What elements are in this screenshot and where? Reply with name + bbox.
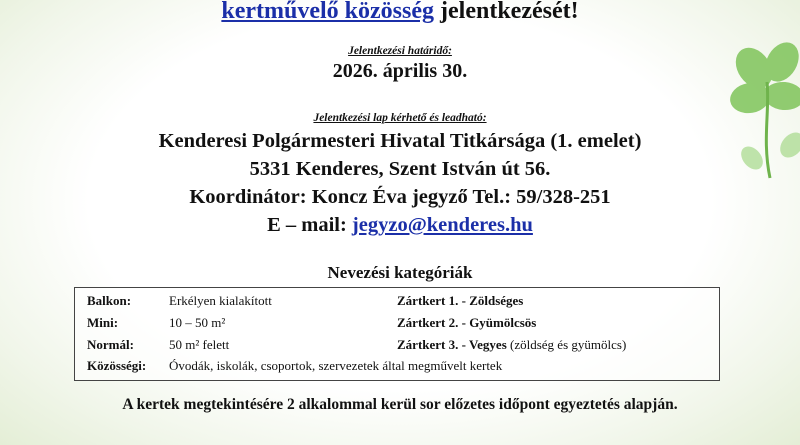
category-desc: 10 – 50 m² — [169, 315, 226, 330]
zartkert-cell — [397, 337, 626, 353]
email-label: E – mail: — [267, 214, 352, 236]
categories-table — [74, 287, 720, 381]
category-name: Normál: — [87, 337, 134, 352]
table-row — [75, 337, 719, 357]
category-desc: Erkélyen kialakított — [169, 293, 272, 308]
category-desc: Óvodák, iskolák, csoportok, szervezetek által megművelt kertek — [169, 358, 503, 373]
zartkert-cell — [397, 293, 523, 309]
category-name: Mini: — [87, 315, 119, 330]
table-row — [75, 315, 719, 335]
deadline-label: Jelentkezési határidő: — [348, 45, 452, 57]
coordinator-line: Koordinátor: Koncz Éva jegyző Tel.: 59/328-251 — [189, 186, 611, 208]
email-line — [0, 214, 800, 237]
zartkert-name: Zártkert 3. - Vegyes — [397, 337, 507, 352]
title-rest: jelentkezését! — [434, 0, 579, 24]
category-name: Balkon: — [87, 293, 132, 308]
table-row — [75, 358, 719, 378]
table-row — [75, 293, 719, 313]
office-name: Kenderesi Polgármesteri Hivatal Titkársága (1. emelet) — [158, 130, 642, 152]
submission-label: Jelentkezési lap kérhető és leadható: — [313, 112, 487, 124]
email-link[interactable]: jegyzo@kenderes.hu — [351, 214, 533, 236]
title-highlight: kertművelő közösség — [221, 0, 435, 24]
zartkert-cell — [397, 315, 536, 331]
office-address: 5331 Kenderes, Szent István út 56. — [249, 158, 551, 180]
category-desc: 50 m² felett — [169, 337, 230, 352]
deadline-date: 2026. április 30. — [332, 60, 468, 82]
page-title — [0, 0, 800, 25]
zartkert-extra: (zöldség és gyümölcs) — [506, 337, 627, 352]
zartkert-name: Zártkert 1. - Zöldséges — [397, 293, 524, 308]
categories-title: Nevezési kategóriák — [327, 263, 473, 282]
footer-note: A kertek megtekintésére 2 alkalommal kerül sor előzetes időpont egyeztetés alapján. — [122, 396, 678, 413]
category-name: Közösségi: — [87, 358, 147, 373]
zartkert-name: Zártkert 2. - Gyümölcsös — [397, 315, 537, 330]
